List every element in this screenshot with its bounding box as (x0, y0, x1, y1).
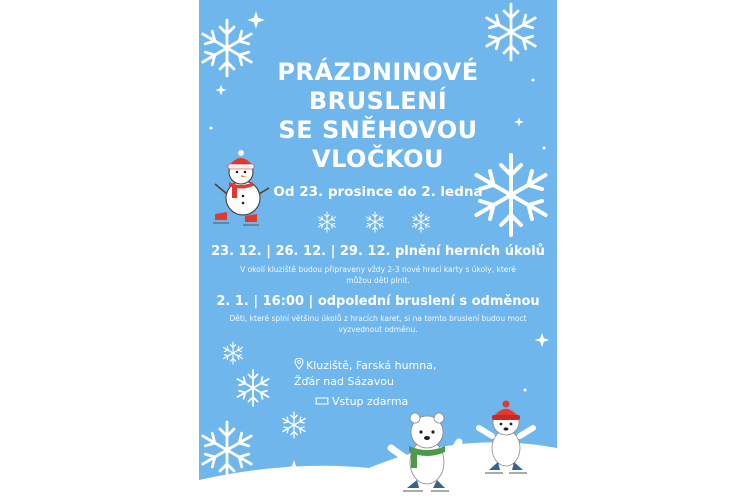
star-icon (535, 333, 549, 347)
snowflake-icon (366, 212, 383, 232)
location-pin-icon (294, 358, 304, 370)
entry-block (315, 394, 408, 410)
snowflake-icon (412, 212, 429, 232)
snowflake-icon (487, 4, 535, 60)
snowflake-icon (237, 370, 268, 406)
polar-bear-green-scarf (387, 402, 467, 494)
event-poster (199, 0, 557, 500)
section1-text: V okolí kluziště budou připraveny vždy 2-3 nové hrací karty s úkoly, které můžou děti plnit. (240, 265, 516, 285)
star-icon (247, 11, 265, 29)
section2-heading: 2. 1. | 16:00 | odpolední bruslení s odměnou (216, 294, 540, 309)
date-range: Od 23. prosince do 2. ledna (273, 184, 483, 200)
location-line-1: Kluziště, Farská humna, (306, 359, 437, 372)
location-line-2: Žďár nad Sázavou (294, 375, 394, 388)
entry-text: Vstup zdarma (332, 395, 409, 408)
title-line-1: PRÁZDNINOVÉ (277, 58, 479, 86)
poster-title (199, 58, 557, 174)
snowflake-icon (223, 342, 242, 364)
polar-bear-red-hat (471, 398, 541, 476)
title-line-4: VLOČKOU (312, 145, 444, 173)
section1-heading: 23. 12. | 26. 12. | 29. 12. plnění herních úkolů (211, 244, 545, 259)
section2-text: Děti, které splní většinu úkolů z hracích karet, si na tomto bruslení budou moct vyzvednout odměnu. (229, 314, 527, 334)
title-line-3: SE SNĚHOVOU (278, 116, 478, 144)
snowflake-icon (318, 212, 335, 232)
title-line-2: BRUSLENÍ (308, 87, 448, 115)
location-block (294, 358, 436, 390)
ticket-icon (315, 396, 329, 406)
